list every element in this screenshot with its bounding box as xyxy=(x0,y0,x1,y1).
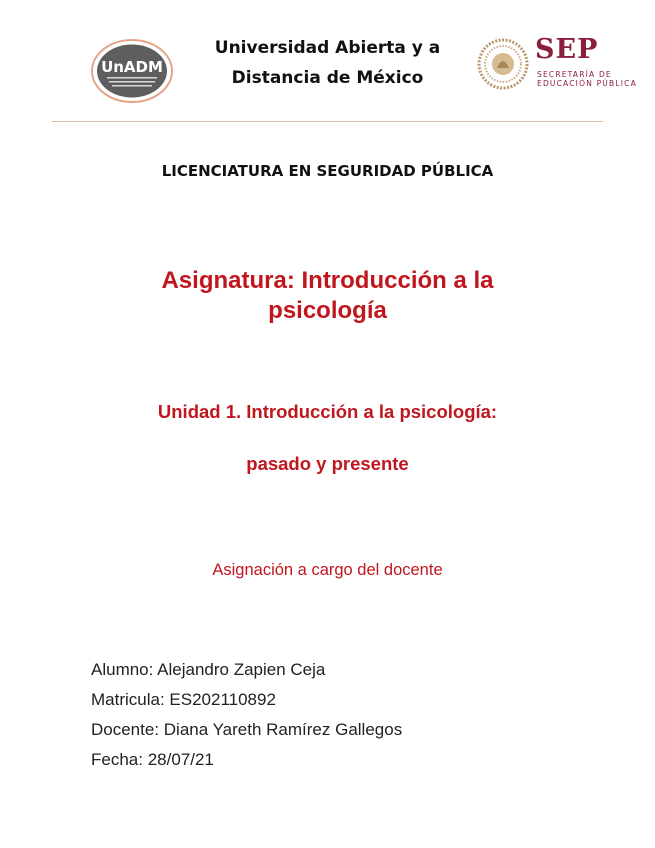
university-name xyxy=(200,33,455,93)
date: Fecha: 28/07/21 xyxy=(91,750,214,769)
university-name-line1: Universidad Abierta y a xyxy=(214,38,441,58)
unadm-logo xyxy=(90,38,174,104)
university-name-line2: Distancia de México xyxy=(231,68,424,88)
subject-title-line2: psicología xyxy=(268,297,387,324)
unadm-logo-text: UnADM xyxy=(101,58,163,76)
teacher-name: Docente: Diana Yareth Ramírez Gallegos xyxy=(91,720,403,739)
unit-title-line2: pasado y presente xyxy=(246,453,409,474)
subject-title-line1: Asignatura: Introducción a la xyxy=(161,267,494,294)
student-name: Alumno: Alejandro Zapien Ceja xyxy=(91,660,326,679)
sep-subtitle-line2: EDUCACIÓN PÚBLICA xyxy=(537,79,637,88)
header-divider xyxy=(52,121,603,122)
sep-logo-text: SEP xyxy=(535,34,599,65)
unit-title-line1: Unidad 1. Introducción a la psicología: xyxy=(157,401,498,422)
sep-logo xyxy=(477,36,642,92)
assignment-label: Asignación a cargo del docente xyxy=(212,561,443,579)
sep-subtitle xyxy=(537,70,637,88)
subject-title xyxy=(110,266,545,326)
program-title: LICENCIATURA EN SEGURIDAD PÚBLICA xyxy=(161,162,494,180)
student-id: Matricula: ES202110892 xyxy=(91,690,276,709)
mexican-seal-icon xyxy=(477,38,529,90)
document-header xyxy=(0,0,655,125)
sep-subtitle-line1: SECRETARÍA DE xyxy=(537,70,612,79)
student-info xyxy=(91,655,402,775)
